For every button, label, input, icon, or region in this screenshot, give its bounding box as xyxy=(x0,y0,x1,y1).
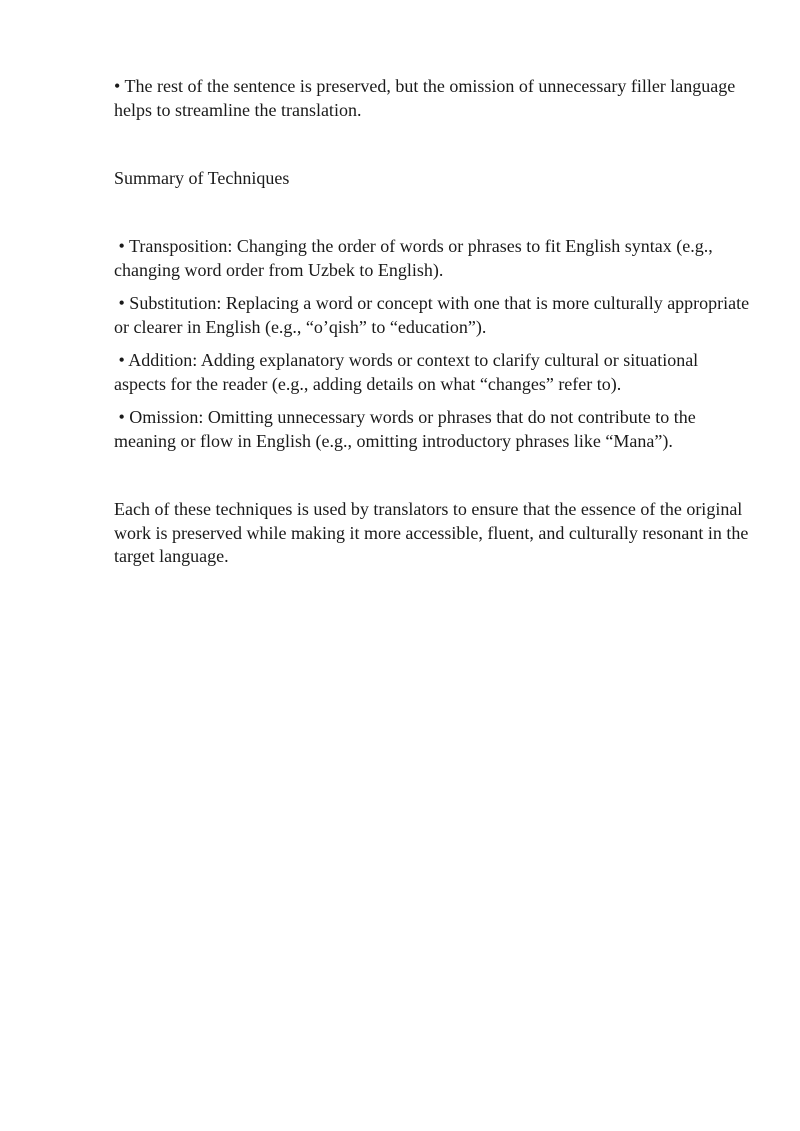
technique-item-omission: • Omission: Omitting unnecessary words or phrases that do not contribute to the meaning or flow in English (e.g., omitting introductory phrases like “Mana”). xyxy=(114,407,701,451)
technique-item-transposition: • Transposition: Changing the order of words or phrases to fit English syntax (e.g., changing word order from Uzbek to English). xyxy=(114,236,718,280)
intro-paragraph: • The rest of the sentence is preserved, but the omission of unnecessary filler language helps to streamline the translation. xyxy=(114,76,736,120)
closing-paragraph: Each of these techniques is used by translators to ensure that the essence of the original work is preserved while making it more accessible, fluent, and culturally resonant in the target language. xyxy=(114,499,749,566)
technique-item-substitution: • Substitution: Replacing a word or concept with one that is more culturally appropriate or clearer in English (e.g., “o’qish” to “education”). xyxy=(114,293,754,337)
technique-item-addition: • Addition: Adding explanatory words or context to clarify cultural or situational aspects for the reader (e.g., adding details on what “changes” refer to). xyxy=(114,350,703,394)
section-heading: Summary of Techniques xyxy=(114,168,290,188)
